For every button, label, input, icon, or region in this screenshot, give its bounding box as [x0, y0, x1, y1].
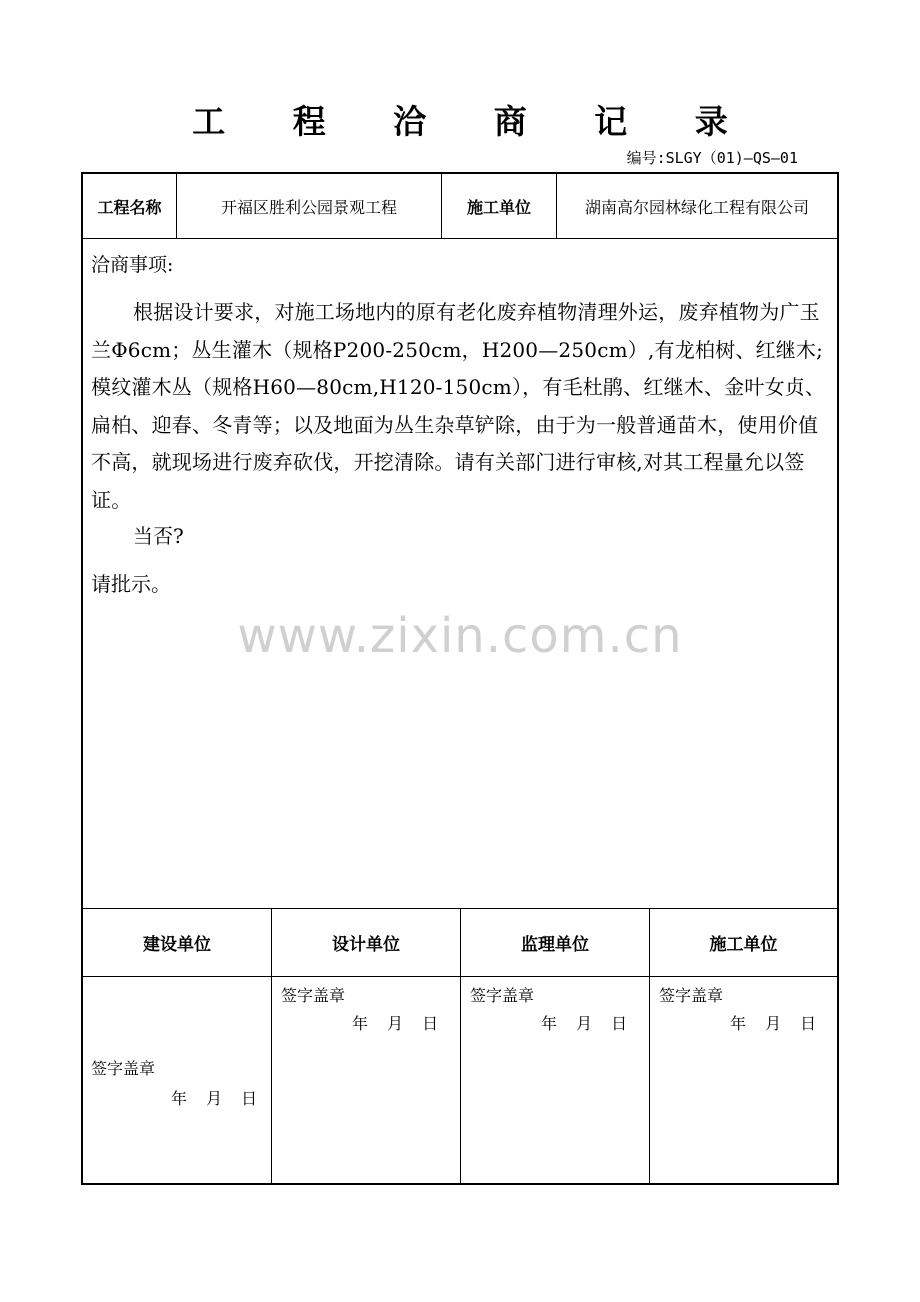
- signature-supervisor: [461, 976, 650, 1183]
- signature-designer: [272, 976, 461, 1183]
- date-label: 年 月 日: [352, 1014, 439, 1033]
- contractor-label: 施工单位: [442, 174, 557, 238]
- record-form: [81, 172, 839, 1185]
- sign-label: 签字盖章: [91, 1059, 156, 1078]
- project-name-value: 开福区胜利公园景观工程: [177, 174, 442, 238]
- header-supervisor: 监理单位: [461, 908, 650, 976]
- watermark: www.zixin.com.cn: [237, 608, 683, 664]
- date-label: 年 月 日: [541, 1014, 628, 1033]
- sign-label: 签字盖章: [281, 986, 346, 1005]
- sign-label: 签字盖章: [659, 986, 724, 1005]
- matter-request: 请批示。: [91, 572, 171, 596]
- date-label: 年 月 日: [171, 1089, 258, 1108]
- contractor-value: 湖南高尔园林绿化工程有限公司: [584, 197, 809, 217]
- signature-header-row: [83, 908, 837, 977]
- header-designer: 设计单位: [272, 908, 461, 976]
- signature-contractor: [650, 976, 837, 1183]
- matter-label: 洽商事项:: [91, 254, 174, 276]
- header-contractor: 施工单位: [709, 934, 778, 955]
- document-title: 工 程 洽 商 记 录: [192, 102, 756, 141]
- header-owner: 建设单位: [83, 908, 272, 976]
- project-name-label: 工程名称: [83, 174, 177, 238]
- document-code: 编号:SLGY（01)—QS—01: [626, 149, 798, 167]
- matter-question: 当否?: [133, 524, 184, 548]
- matter-text: 根据设计要求，对施工场地内的原有老化废弃植物清理外运，废弃植物为广玉兰Φ6cm；丛生灌木（规格P200-250cm，H200—250cm）,有龙柏树、红继木;模纹灌木丛（规格H60—80cm,H120-150cm），有毛杜鹃、红继木、金叶女贞、扁柏、迎春、冬青等；以及地面为丛生杂草铲除，由于为一般普通苗木，使用价值不高，就现场进行废弃砍伐，开挖清除。请有关部门进行审核,对其工程量允以签证。: [91, 300, 826, 512]
- date-label: 年 月 日: [730, 1014, 817, 1033]
- signature-row: [83, 976, 837, 1183]
- matter-section: [83, 238, 837, 909]
- project-info-row: [83, 174, 837, 239]
- sign-label: 签字盖章: [470, 986, 535, 1005]
- signature-owner: [83, 976, 272, 1183]
